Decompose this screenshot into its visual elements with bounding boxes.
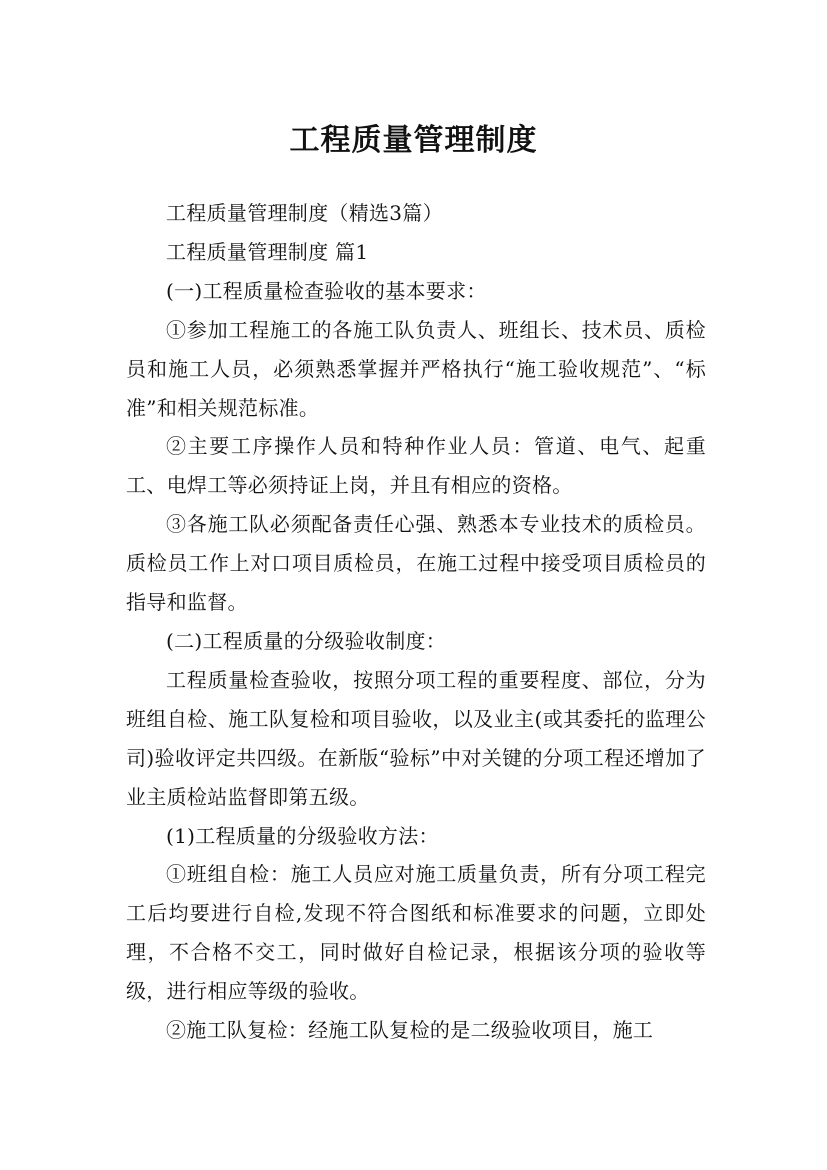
paragraph-heading-graded-acceptance: (二)工程质量的分级验收制度： — [166, 628, 447, 653]
paragraph-graded-acceptance-text: 工程质量检查验收，按照分项工程的重要程度、部位，分为班组自检、施工队复检和项目验收，以及业主(或其委托的监理公司)验收评定共四级。在新版“验标”中对关键的分项工程还增加了业主质检站监督即第五级。 — [126, 667, 706, 809]
paragraph-item-1: ①参加工程施工的各施工队负责人、班组长、技术员、质检员和施工人员，必须熟悉掌握并严格执行“施工验收规范”、“标准”和相关规范标准。 — [126, 317, 706, 420]
paragraph-method-1: ①班组自检：施工人员应对施工质量负责，所有分项工程完工后均要进行自检,发现不符合图纸和标准要求的问题，立即处理，不合格不交工，同时做好自检记录，根据该分项的验收等级，进行相应等级的验收。 — [126, 862, 706, 1004]
document-body — [126, 194, 706, 1050]
paragraph-item-2: ②主要工序操作人员和特种作业人员：管道、电气、起重工、电焊工等必须持证上岗，并且有相应的资格。 — [126, 434, 706, 498]
paragraph-heading-basic-requirements: (一)工程质量检查验收的基本要求： — [166, 278, 487, 303]
paragraph-item-3: ③各施工队必须配备责任心强、熟悉本专业技术的质检员。质检员工作上对口项目质检员，在施工过程中接受项目质检员的指导和监督。 — [126, 512, 706, 615]
document-title: 工程质量管理制度 — [289, 123, 538, 159]
paragraph-heading-methods: (1)工程质量的分级验收方法： — [166, 823, 439, 848]
paragraph-section-heading: 工程质量管理制度 篇1 — [166, 239, 369, 264]
paragraph-subtitle: 工程质量管理制度（精选3篇） — [166, 201, 443, 225]
paragraph-method-2: ②施工队复检：经施工队复检的是二级验收项目，施工 — [166, 1018, 654, 1043]
